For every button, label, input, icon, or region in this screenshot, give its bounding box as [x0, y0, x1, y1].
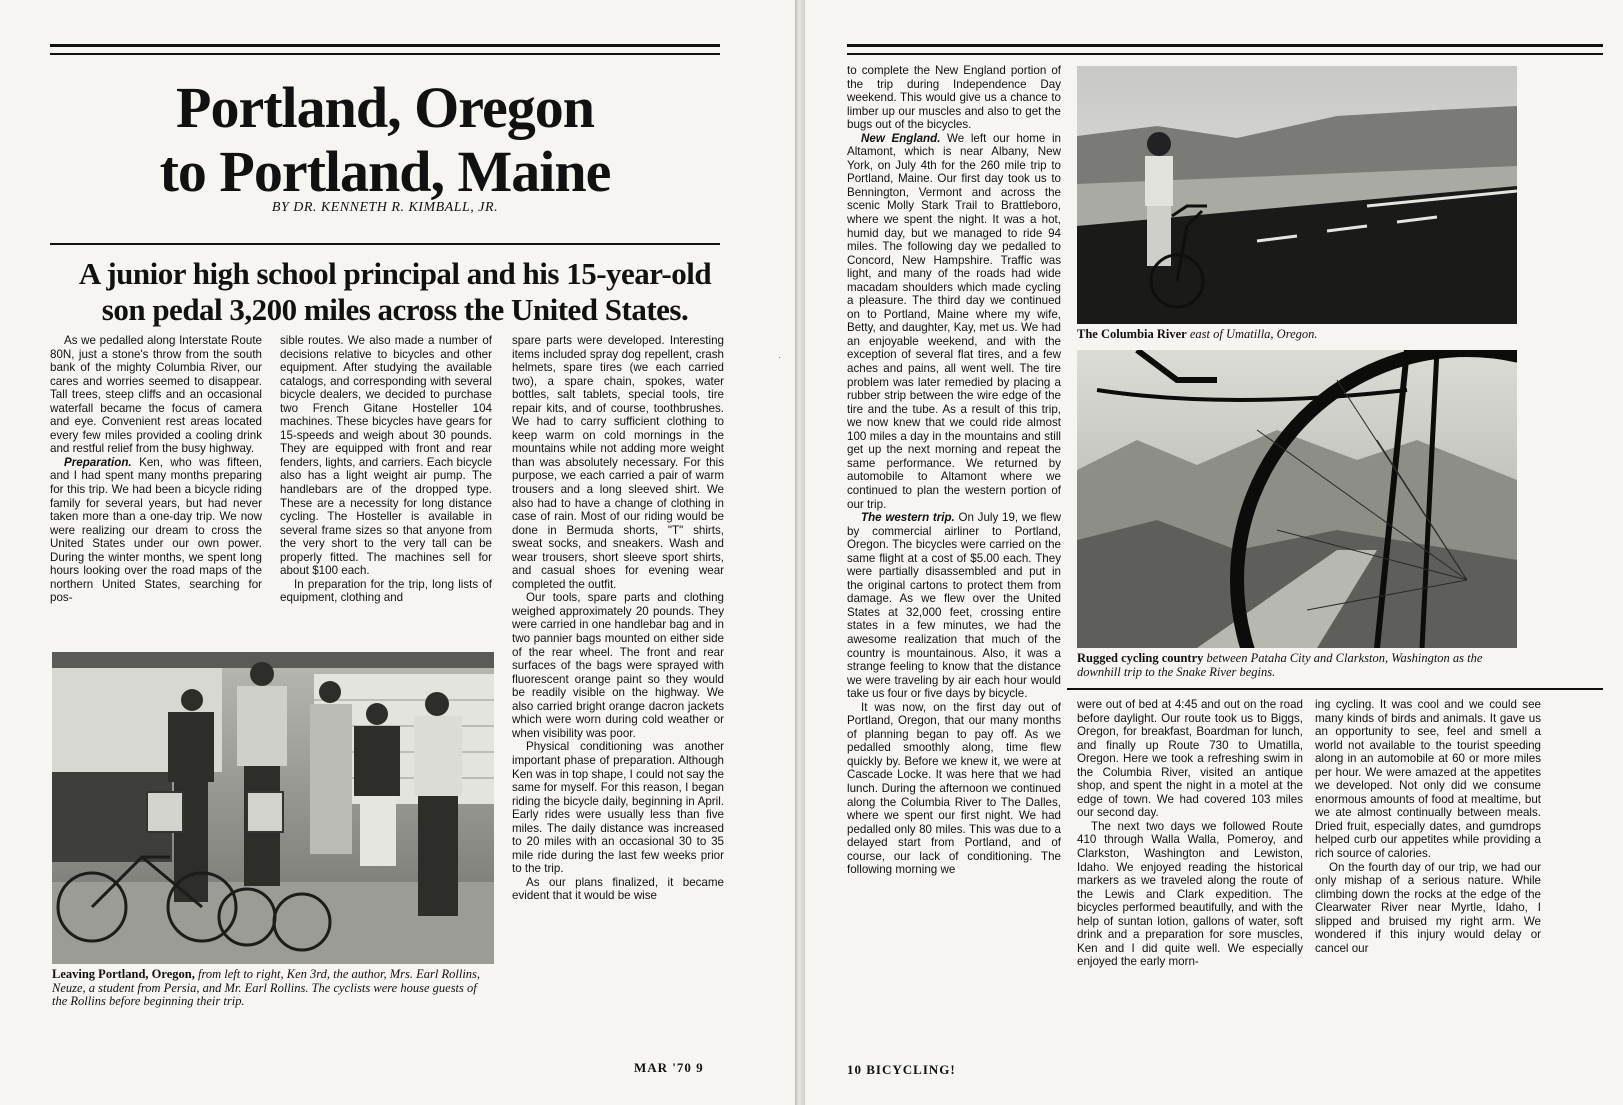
- paragraph: [847, 132, 1061, 511]
- caption-text: from left to right, Ken 3rd, the author, Mrs. Earl Rollins, Neuze, a student from Persia, and Mr. Earl Rollins. The cyclists were house guests of the Rollins before beginning their trip.: [52, 967, 481, 1008]
- columbia-river-illustration: [1077, 66, 1517, 324]
- paragraph: spare parts were developed. Interesting items included spray dog repellent, crash helmets, spare tires (we each carried two), a spare chain, spokes, water bottles, salt tablets, special tools, tire repair kits, and of course, toothbrushes. We had to carry sufficient clothing to keep warm on cold mornings in the mountains while not adding more weight than was absolutely necessary. For this purpose, we each carried a pair of warm trousers and a long sleeved shirt. We also had to have a change of clothing in case of rain. Most of our riding would be done in Bermuda shorts, "T" shirts, sweat socks, and sneakers. Wash and wear trousers, short sleeve sport shirts, and casual shoes for evening wear completed the outfit.: [512, 334, 724, 591]
- article-deck: [50, 256, 740, 328]
- left-column-2: [280, 334, 492, 605]
- group-photo-illustration: [52, 652, 494, 964]
- byline: BY DR. KENNETH R. KIMBALL, JR.: [271, 200, 499, 215]
- paragraph: On the fourth day of our trip, we had our only mishap of a serious nature. While climbing down the rocks at the edge of the Clearwater River near Myrtle, Idaho, I slipped and bruised my right arm. We wondered if this injury would delay or cancel our: [1315, 860, 1541, 955]
- paragraph-text: Ken, who was fifteen, and I had spent many months preparing for this trip. We had been a bicycle riding family for several years, but had never taken more than a one-day trip. We now were realizing our dream to cross the United States under our own power. During the winter months, we spent long hours looking over the road maps of the northern United States, searching for pos-: [50, 455, 262, 605]
- paragraph-text: On July 19, we flew by commercial airliner to Portland, Oregon. The bicycles were carried on the same flight at a cost of $5.00 each. They were partially disassembled and put in the original cartons to protect them from damage. As we flew over the United States at 32,000 feet, crossing entire states in a few minutes, we had the awesome realization that much of the country is mountainous. Also, it was a strange feeling to know that the distance we were traveling by air each hour would take us four or five days by bicycle.: [847, 511, 1061, 701]
- left-page: [0, 0, 795, 1105]
- run-in-heading: New England.: [861, 131, 941, 145]
- right-column-2: [1077, 698, 1303, 969]
- caption-lead: Rugged cycling country: [1077, 651, 1204, 665]
- paragraph: Our tools, spare parts and clothing weighed approximately 20 pounds. They were carried in one handlebar bag and in two pannier bags mounted on either side of the rear wheel. The front and rear surfaces of the bags were sprayed with fluorescent orange paint so they would be readily visible on the highway. We also carried bright orange dacron jackets which were worn during cold weather or when visibility was poor.: [512, 591, 724, 740]
- run-in-heading: The western trip.: [861, 511, 955, 525]
- paragraph-text: We left our home in Altamont, which is near Albany, New York, on July 4th for the 260 mile trip to Portland, Maine. Our first day took us to Bennington, Vermont and across the scenic Molly Stark Trail to Brattleboro, where we spent the night. It was a hot, humid day, but we managed to ride 94 miles. The following day we pedalled to Concord, New Hampshire. Traffic was light, and many of the roads had wide macadam shoulders which made cycling a pleasure. The third day we continued on to Portland, Maine where my wife, Betty, and daughter, Kay, met us. We had an enjoyable weekend, and with the exception of several flat tires, and a few aches and pains, all went well. The tire problem was later remedied by placing a rubber strip between the wire edge of the tire and the tube. As a result of this trip, we now knew that we could ride almost 100 miles a day in the mountains and still get up the next morning and repeat the same performance. We returned by automobile to Altamont where we continued to plan the western portion of our trip.: [847, 131, 1061, 511]
- run-in-heading: Preparation.: [64, 455, 132, 469]
- deck-line-2: son pedal 3,200 miles across the United States.: [101, 292, 689, 327]
- caption-text: east of Umatilla, Oregon.: [1186, 327, 1318, 341]
- registration-mark: ·: [778, 352, 782, 363]
- paragraph: sible routes. We also made a number of decisions relative to bicycles and other equipment. After studying the available catalogs, and corresponding with several bicycle dealers, we decided to purchase two French Gitane Hosteller 104 machines. These bicycles have gears for 15-speeds and weigh about 30 pounds. They are equipped with front and rear fenders, lights, and carriers. Each bicycle also has a light weight air pump. The handlebars are of the dropped type. These are a necessity for long distance cycling. The Hosteller is available in several frame sizes so that anyone from the very short to the very tall can be properly fitted. The machines sell for about $100 each.: [280, 334, 492, 578]
- rugged-country-photo: [1077, 350, 1517, 648]
- left-column-1: [50, 334, 262, 605]
- paragraph: to complete the New England portion of the trip during Independence Day weekend. This would give us a chance to limber up our muscles and also to get the bugs out of the bicycles.: [847, 64, 1061, 132]
- group-photo-caption: [52, 968, 494, 1009]
- right-column-3: [1315, 698, 1541, 955]
- deck-line-1: A junior high school principal and his 15-year-old: [78, 256, 712, 291]
- rugged-country-illustration: [1077, 350, 1517, 648]
- paragraph: In preparation for the trip, long lists of equipment, clothing and: [280, 577, 492, 605]
- photo-rule: [1067, 688, 1603, 690]
- paragraph: The next two days we followed Route 410 through Walla Walla, Pomeroy, and Clarkston, Washington and Lewiston, Idaho. We enjoyed reading the historical markers as we traveled along the route of the Lewis and Clark expedition. The bicycles performed beautifully, and with the help of suntan lotion, gallons of water, soft drink and a preparation for sore muscles, Ken and I did quite well. We especially enjoyed the early morn-: [1077, 819, 1303, 969]
- paragraph: As we pedalled along Interstate Route 80N, just a stone's throw from the south bank of the mighty Columbia River, our cares and worries seemed to disappear. Tall trees, steep cliffs and an occasional waterfall became the focus of camera and eye. Convenient rest areas located every few miles provided a cooling drink and restful relief from the busy highway.: [50, 334, 262, 456]
- paragraph: were out of bed at 4:45 and out on the road before daylight. Our route took us to Biggs, Oregon, for breakfast, Boardman for lunch, and finally up Route 730 to Umatilla, Oregon. Here we took a refreshing swim in the Columbia River, visited an antique shop, and spent the night in a motel at the edge of town. We had covered 103 miles our second day.: [1077, 698, 1303, 820]
- columbia-river-photo: [1077, 66, 1517, 324]
- article-title: [50, 76, 720, 204]
- page-folio-left: MAR '70 9: [634, 1060, 704, 1075]
- top-double-rule: [50, 44, 720, 55]
- top-double-rule-right: [847, 44, 1603, 55]
- caption-lead: The Columbia River: [1077, 327, 1187, 341]
- left-column-3: [512, 334, 724, 903]
- paragraph: [847, 511, 1061, 701]
- paragraph: [50, 456, 262, 605]
- paragraph: ing cycling. It was cool and we could see many kinds of birds and animals. It gave us an opportunity to see, feel and smell a world not available to the tourist speeding along in an automobile at 60 or more miles per hour. We were amazed at the appetites we developed. Not only did we consume enormous amounts of food at mealtime, but we ate almost continually between meals. Dried fruit, especially dates, and gumdrops helped curb our appetites while providing a rich source of calories.: [1315, 698, 1541, 861]
- caption-lead: Leaving Portland, Oregon,: [52, 967, 195, 981]
- page-folio-right: 10 BICYCLING!: [847, 1062, 956, 1077]
- rugged-country-caption: [1077, 652, 1517, 679]
- group-photo: [52, 652, 494, 964]
- title-line-1: Portland, Oregon: [176, 75, 594, 140]
- paragraph: As our plans finalized, it became evident that it would be wise: [512, 875, 724, 903]
- right-page: [805, 0, 1623, 1105]
- right-column-1: [847, 64, 1061, 877]
- deck-rule: [50, 243, 720, 245]
- title-line-2: to Portland, Maine: [159, 139, 611, 204]
- caption-text: between Pataha City and Clarkston, Washington as the downhill trip to the Snake River begins.: [1077, 651, 1483, 679]
- columbia-river-caption: [1077, 328, 1517, 342]
- paragraph: Physical conditioning was another important phase of preparation. Although Ken was in top shape, I could not say the same for myself. For this reason, I began riding the bicycle daily, beginning in April. Early rides were usually less than five miles. The daily distance was increased to 20 miles with an occasional 30 to 35 mile ride during the last few weeks prior to the trip.: [512, 740, 724, 876]
- gutter: [795, 0, 805, 1105]
- paragraph: It was now, on the first day out of Portland, Oregon, that our many months of planning began to pay off. As we pedalled smoothly along, time flew quickly by. Before we knew it, we were at Cascade Locke. It was here that we had lunch. During the afternoon we continued along the Columbia River to The Dalles, where we spent our first night. We had pedalled only 80 miles. This was due to a delayed start from Portland, and of course, our lack of conditioning. The following morning we: [847, 700, 1061, 877]
